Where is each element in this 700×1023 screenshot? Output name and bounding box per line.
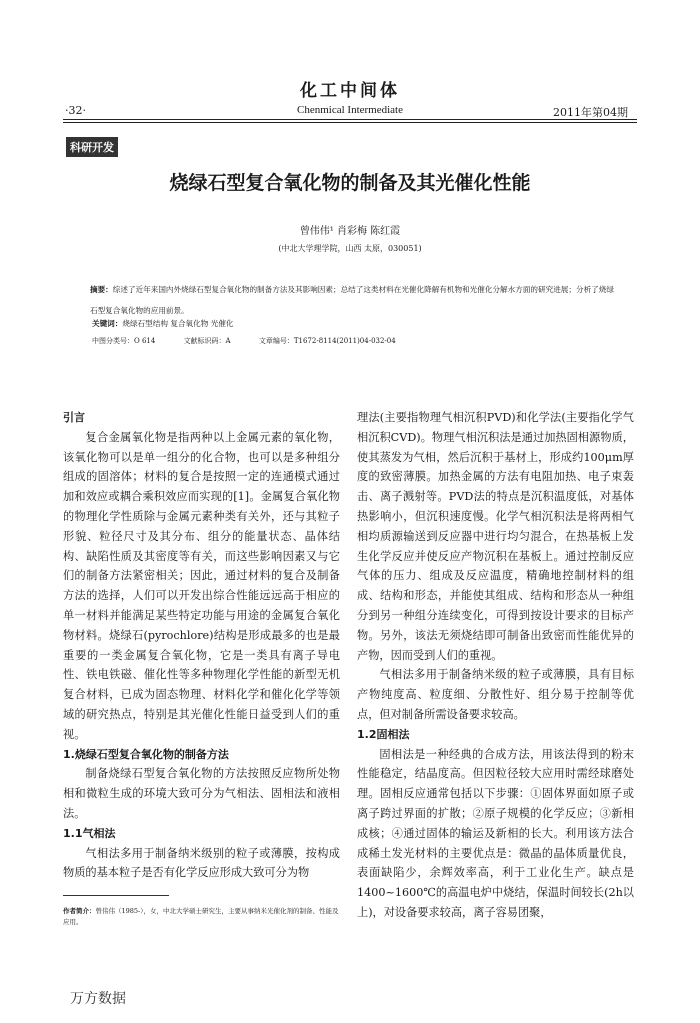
keywords-label: 关键词： (92, 319, 123, 328)
column-tag: 科研开发 (66, 137, 118, 157)
authors: 曾伟伟¹ 肖彩梅 陈红霞 (299, 226, 401, 237)
keywords (92, 318, 234, 329)
header-rule-thin (63, 122, 637, 123)
section-1-paragraph: 制备烧绿石型复合氧化物的方法按照反应物所处物相和微粒生成的环境大致可分为气相法、固相法和液相法。 (63, 767, 340, 820)
vapor-method-paragraph: 理法(主要指物理气相沉积PVD)和化学法(主要指化学气相沉积CVD)。物理气相沉积法是通过加热固相源物质，使其蒸发为气相，然后沉积于基材上，形成约100μm厚度的致密薄膜。加热金属的方法有电阻加热、电子束轰击、离子溅射等。PVD法的特点是沉积温度低，对基体热影响小，但沉积速度慢。化学气相沉积法是将两相气相均质源输送到反应器中进行均匀混合，在热基板上发生化学反应并使反应产物沉积在基板上。通过控制反应气体的压力、组成及反应温度，精确地控制材料的组成、结构和形态，并能使其组成、结构和形态从一种组分到另一种组分连续变化，可得到按设计要求的目标产物。另外，该法无须烧结即可制备出致密而性能优异的产物，因而受到人们的重视。 (357, 411, 634, 662)
article-title: 烧绿石型复合氧化物的制备及其光催化性能 (169, 172, 531, 194)
clc-number: 中图分类号：O 614 (92, 337, 156, 345)
document-code: 文献标识码：A (183, 337, 231, 345)
author-footnote (63, 906, 343, 928)
page-number: ·32· (65, 104, 86, 117)
issue-label: 2011年第04期 (553, 106, 628, 119)
intro-paragraph: 复合金属氧化物是指两种以上金属元素的氧化物，该氧化物可以是单一组分的化合物，也可以是多种组分组成的固溶体；材料的复合是按照一定的连通模式通过加和效应或耦合乘积效应而实现的[1]。金属复合氧化物的物理化学性质除与金属元素种类有关外，还与其粒子形貌、粒径尺寸及其分布、组分的能量状态、晶体结构、缺陷性质及其密度等有关，而这些影响因素又与它们的制备方法紧密相关；因此，通过材料的复合及制备方法的选择，人们可以开发出综合性能远远高于相应的单一材料并能满足某些特定功能与用途的金属复合氧化物材料。烧绿石(pyrochlore)结构是形成最多的也是最重要的一类金属复合氧化物，它是一类具有离子导电性、铁电铁磁、催化性等多种物理化学性能的新型无机复合材料，已成为固态物理、材料化学和催化化学等领域的研究热点，特别是其光催化性能日益受到人们的重视。 (63, 430, 340, 741)
abstract-label: 摘要： (90, 285, 113, 294)
article-number: 文章编号：T1672-8114(2011)04-032-04 (258, 337, 396, 345)
journal-title: 化工中间体 (300, 81, 400, 101)
header-rule-thick (63, 119, 637, 120)
keywords-text: 烧绿石型结构 复合氧化物 光催化 (122, 319, 234, 328)
right-column (357, 408, 634, 923)
left-column (63, 408, 340, 883)
classification-line (92, 336, 422, 346)
section-1-1-paragraph: 气相法多用于制备纳米级别的粒子或薄膜，按构成物质的基本粒子是否有化学反应形成大致可分为物 (63, 846, 340, 880)
section-1-heading: 1.烧绿石型复合氧化物的制备方法 (63, 747, 229, 761)
abstract (90, 279, 620, 321)
abstract-text: 综述了近年来国内外烧绿石型复合氧化物的制备方法及其影响因素；总结了这类材料在光催化降解有机物和光催化分解水方面的研究进展；分析了烧绿石型复合氧化物的应用前景。 (90, 285, 614, 315)
section-1-1-heading: 1.1气相法 (63, 826, 116, 840)
footnote-rule (63, 895, 169, 896)
vapor-summary-paragraph: 气相法多用于制备纳米级的粒子或薄膜，具有目标产物纯度高、粒度细、分散性好、组分易于控制等优点，但对制备所需设备要求较高。 (357, 668, 634, 721)
footnote-text: 曾伟伟（1985-），女，中北大学硕士研究生，主要从事纳米光催化剂的制备、性能及应用。 (63, 907, 339, 926)
affiliation: (中北大学理学院，山西 太原，030051) (278, 244, 422, 253)
section-1-2-paragraph: 固相法是一种经典的合成方法，用该法得到的粉末性能稳定，结晶度高。但因粒径较大应用时需经球磨处理。固相反应通常包括以下步骤：①固体界面如原子或离子跨过界面的扩散；②原子规模的化学反应；③新相成核；④通过固体的输运及新相的长大。利用该方法合成稀土发光材料的主要优点是：微晶的晶体质量优良，表面缺陷少，余辉效率高，利于工业化生产。缺点是1400~1600℃的高温电炉中烧结，保温时间较长(2h以上)，对设备要求较高，离子容易团聚， (357, 747, 634, 919)
journal-english-title: Chenmical Intermediate (297, 104, 403, 116)
intro-heading: 引言 (63, 411, 85, 424)
watermark: 万方数据 (70, 991, 126, 1007)
section-1-2-heading: 1.2固相法 (357, 727, 410, 741)
footnote-label: 作者简介： (63, 907, 96, 915)
